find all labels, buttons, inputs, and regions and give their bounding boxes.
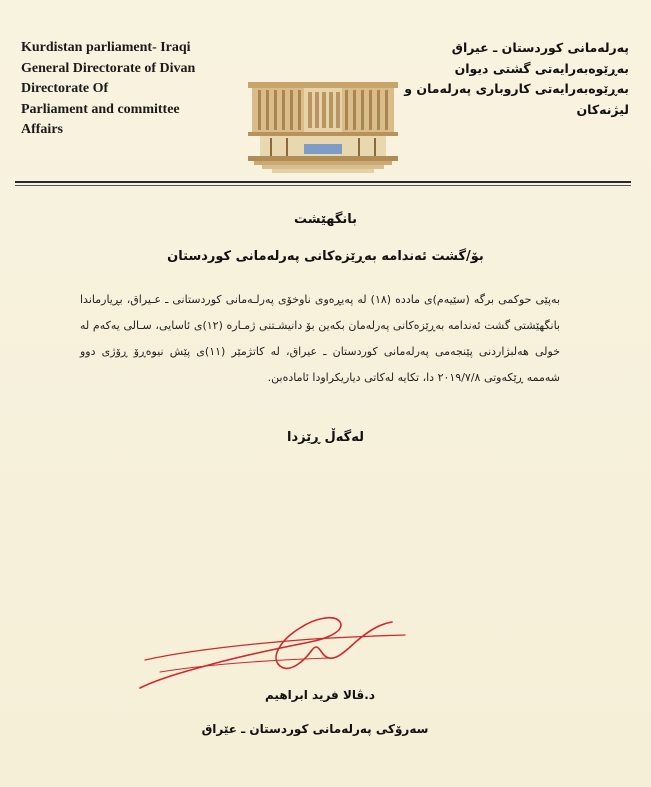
letterhead-line: پەرلەمانی کوردستان ـ عیراق (451, 40, 629, 55)
letterhead-line: Parliament and committee (21, 101, 180, 117)
letterhead-line: لیژنەکان (576, 101, 629, 117)
body-paragraph: بەپێی حوکمی برگە (سێیەم)ی ماددە (١٨) لە پەیڕەوی ناوخۆی پەرلـەمانی کوردستانی ـ عـیراق، بڕیارماندا بانگهێشتی گشت ئەندامە بەڕێزەکانی پەرلەمان بکەین بۆ دانیشـتنی ژمـارە (١٢)ی ئاسایی، سـالی یەکەم لە خولی هەلبژاردنی پێنجەمی پەرلەمانی کوردستان ـ عیراق، لە کاتژمێر (١١)ی پێش نیوەڕۆ ڕۆژی دوو شەممە ڕێکەوتی ٢٠١٩/٧/٨ دا، تکایە لەکاتی دیاریکراودا ئامادەبن. (80, 293, 561, 384)
letter-recipient: بۆ/گشت ئەندامە بەڕێزەکانی پەرلەمانی کوردستان (167, 249, 484, 264)
letterhead-line: Directorate Of (21, 81, 109, 96)
header-divider (15, 181, 631, 183)
letterhead-line: Kurdistan parliament- Iraqi (21, 40, 191, 55)
letter-body (80, 287, 560, 391)
kurdish-letterhead (394, 38, 629, 120)
signatory-name: د.ڤالا فرید ابراهیم (265, 688, 375, 702)
letterhead-line: Affairs (21, 122, 63, 137)
signatory-title: سەرۆکی پەرلەمانی کوردستان ـ عێراق (201, 722, 429, 736)
parliament-building-logo (248, 68, 398, 180)
letterhead-line: General Directorate of Divan (21, 60, 196, 76)
letter-heading: بانگهێشت (293, 212, 358, 227)
handwritten-signature (130, 600, 430, 700)
english-letterhead (21, 38, 241, 141)
letterhead-line: بەڕێوەبەرایەتی گشتی دیوان (454, 60, 629, 76)
header-divider-thin (15, 185, 631, 186)
letterhead-line: بەڕێوەبەرایەتی کاروباری پەرلەمان و (404, 81, 629, 96)
closing-greeting: لەگەڵ ڕێزدا (287, 430, 364, 445)
